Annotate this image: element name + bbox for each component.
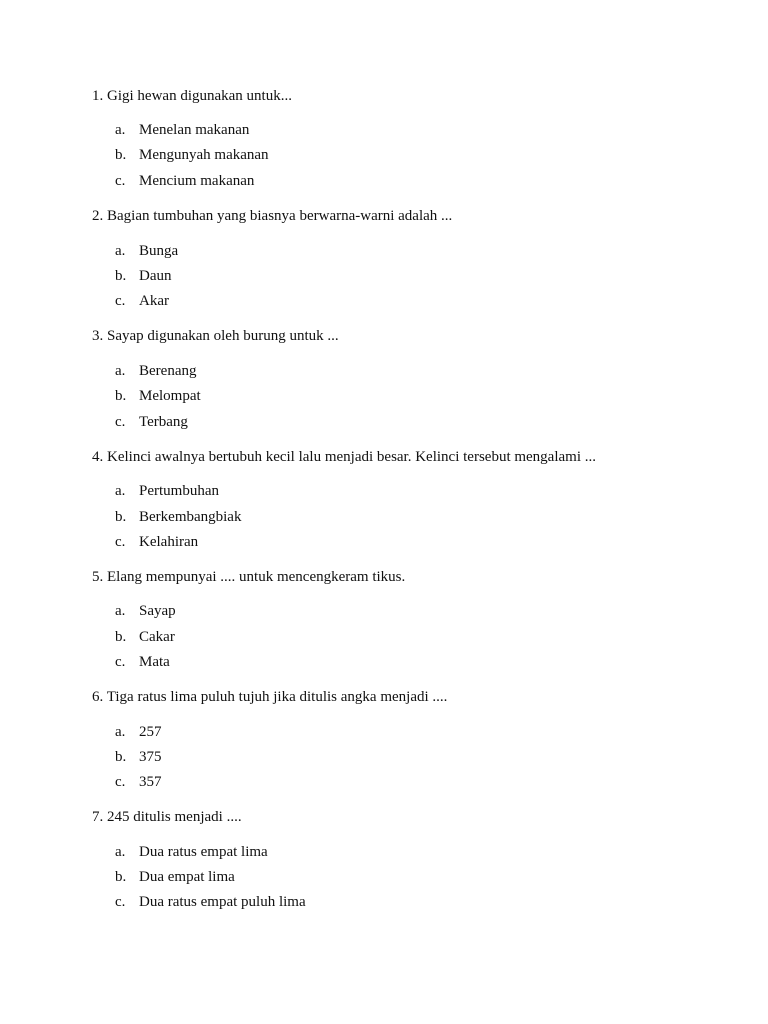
option-letter: b. bbox=[115, 509, 127, 525]
question-prompt: Tiga ratus lima puluh tujuh jika ditulis angka menjadi .... bbox=[106, 689, 448, 705]
option-letter: b. bbox=[115, 629, 127, 645]
option-letter: a. bbox=[115, 122, 126, 138]
option-text: Berenang bbox=[139, 363, 197, 379]
option-letter: c. bbox=[115, 774, 126, 790]
option-letter: b. bbox=[115, 388, 127, 404]
option-letter: c. bbox=[115, 894, 126, 910]
question-text bbox=[92, 206, 452, 226]
option-letter: b. bbox=[115, 749, 127, 765]
question-number: 4. bbox=[92, 449, 104, 465]
question-number: 1. bbox=[92, 88, 104, 104]
question-number: 7. bbox=[92, 809, 104, 825]
option-letter: a. bbox=[115, 844, 126, 860]
option-text: Terbang bbox=[139, 414, 188, 430]
option-text: Kelahiran bbox=[139, 534, 199, 550]
option-letter: c. bbox=[115, 173, 126, 189]
question-text bbox=[92, 687, 447, 707]
option-text: Mengunyah makanan bbox=[139, 147, 269, 163]
option-text: Mencium makanan bbox=[139, 173, 255, 189]
question-text bbox=[92, 86, 292, 106]
question-prompt: Gigi hewan digunakan untuk... bbox=[107, 88, 292, 104]
option-text: Sayap bbox=[139, 603, 176, 619]
option-text: Daun bbox=[139, 268, 172, 284]
question-prompt: 245 ditulis menjadi .... bbox=[107, 809, 242, 825]
option-letter: a. bbox=[115, 603, 126, 619]
option-text: Cakar bbox=[139, 629, 175, 645]
option-text: Bunga bbox=[139, 243, 179, 259]
option-letter: a. bbox=[115, 243, 126, 259]
option-text: Menelan makanan bbox=[139, 122, 250, 138]
question-prompt: Kelinci awalnya bertubuh kecil lalu menjadi besar. Kelinci tersebut mengalami ... bbox=[107, 449, 597, 465]
question-prompt: Bagian tumbuhan yang biasnya berwarna-warni adalah ... bbox=[107, 208, 453, 224]
option-text: Dua empat lima bbox=[139, 869, 235, 885]
option-letter: b. bbox=[115, 869, 127, 885]
option-letter: c. bbox=[115, 654, 126, 670]
option-letter: c. bbox=[115, 293, 126, 309]
option-text: Pertumbuhan bbox=[139, 483, 219, 499]
option-text: Dua ratus empat puluh lima bbox=[139, 894, 306, 910]
option-letter: c. bbox=[115, 534, 126, 550]
option-letter: a. bbox=[115, 483, 126, 499]
question-text bbox=[92, 326, 339, 346]
question-prompt: Elang mempunyai .... untuk mencengkeram tikus. bbox=[107, 569, 406, 585]
question-text bbox=[92, 447, 596, 467]
option-text: Berkembangbiak bbox=[139, 509, 242, 525]
option-letter: c. bbox=[115, 414, 126, 430]
option-text: Akar bbox=[139, 293, 169, 309]
option-letter: b. bbox=[115, 147, 127, 163]
option-text: 357 bbox=[139, 774, 162, 790]
option-text: Dua ratus empat lima bbox=[139, 844, 268, 860]
question-prompt: Sayap digunakan oleh burung untuk ... bbox=[107, 328, 339, 344]
option-text: 375 bbox=[139, 749, 162, 765]
question-number: 5. bbox=[92, 569, 104, 585]
question-text bbox=[92, 807, 242, 827]
question-number: 2. bbox=[92, 208, 104, 224]
option-letter: b. bbox=[115, 268, 127, 284]
option-text: 257 bbox=[139, 724, 162, 740]
option-text: Melompat bbox=[139, 388, 201, 404]
question-text bbox=[92, 567, 405, 587]
option-letter: a. bbox=[115, 724, 126, 740]
option-text: Mata bbox=[139, 654, 170, 670]
question-number: 6. bbox=[92, 689, 104, 705]
question-number: 3. bbox=[92, 328, 104, 344]
option-letter: a. bbox=[115, 363, 126, 379]
